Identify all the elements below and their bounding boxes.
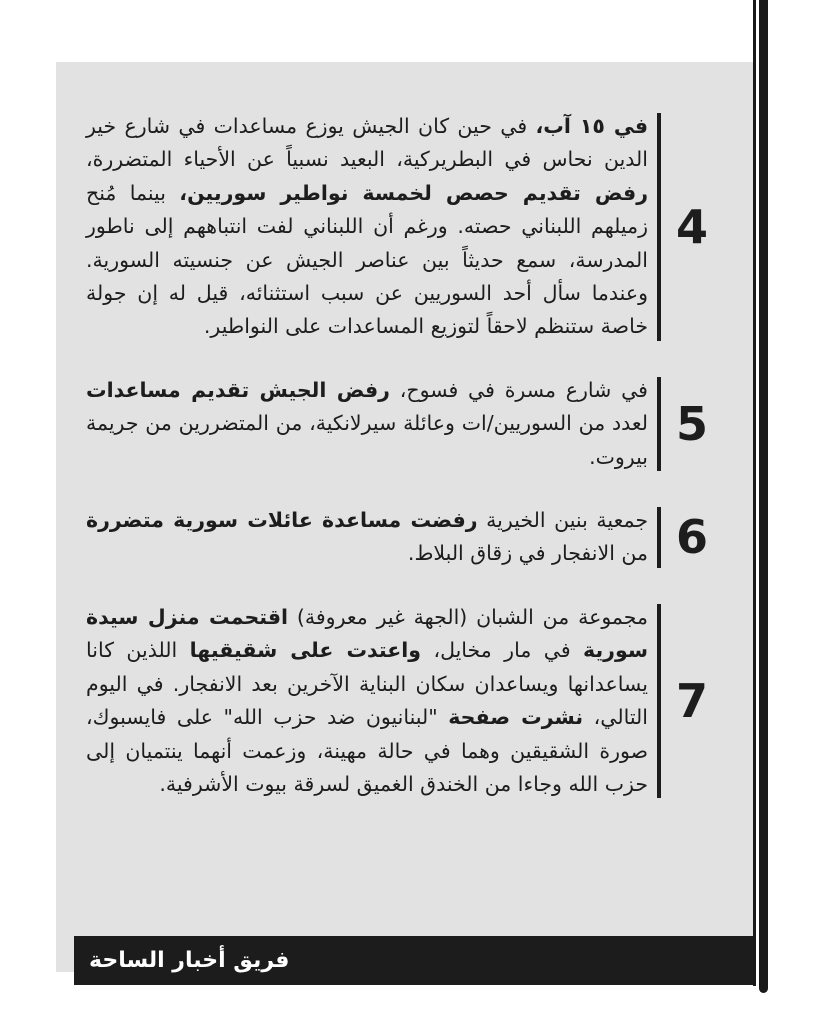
item-marker-bar <box>657 113 661 341</box>
item-text: مجموعة من الشبان (الجهة غير معروفة) اقتحمت منزل سيدة سورية في مار مخايل، واعتدت على شقيقيها اللذين كانا يساعدانها ويساعدان سكان البناية الآخرين بعد الانفجار. في اليوم التالي، نشرت صفحة "لبنانيون ضد حزب الله" على فايسبوك، صورة الشقيقين وهما في حالة مهينة، وزعمت أنهما ينتميان إلى حزب الله وجاءا من الخندق الغميق لسرقة بيوت الأشرفية. <box>86 604 648 796</box>
team-credit-label: فريق أخبار الساحة <box>89 948 290 973</box>
news-item-6 <box>86 504 716 571</box>
item-marker-bar <box>657 377 661 471</box>
page-edge-line-thin <box>753 0 756 986</box>
news-item-4 <box>86 110 716 344</box>
news-item-5 <box>86 374 716 474</box>
item-marker-bar <box>657 604 661 798</box>
item-number: 7 <box>676 674 709 729</box>
item-number: 5 <box>676 396 709 451</box>
item-marker-bar <box>657 507 661 568</box>
item-text: في شارع مسرة في فسوح، رفض الجيش تقديم مساعدات لعدد من السوريين/ات وعائلة سيرلانكية، من المتضررين من جريمة بيروت. <box>86 377 648 469</box>
news-item-7 <box>86 601 716 801</box>
footer-bar <box>74 936 754 985</box>
item-number: 6 <box>676 510 709 565</box>
page-edge-line-thick <box>759 0 768 993</box>
news-items-list <box>56 62 754 801</box>
content-panel <box>56 62 754 972</box>
item-text: في ١٥ آب، في حين كان الجيش يوزع مساعدات في شارع خير الدين نحاس في البطريركية، البعيد نسبياً عن الأحياء المتضررة، رفض تقديم حصص لخمسة نواطير سوريين، بينما مُنح زميلهم اللبناني حصته. ورغم أن اللبناني لفت انتباههم إلى ناطور المدرسة، سمع حديثاً بين عناصر الجيش عن جنسيته السورية. وعندما سأل أحد السوريين عن سبب استثنائه، قيل له إن جولة خاصة ستنظم لاحقاً لتوزيع المساعدات على النواطير. <box>86 114 649 339</box>
item-number: 4 <box>676 199 709 254</box>
item-text: جمعية بنين الخيرية رفضت مساعدة عائلات سورية متضررة من الانفجار في زقاق البلاط. <box>86 508 648 566</box>
